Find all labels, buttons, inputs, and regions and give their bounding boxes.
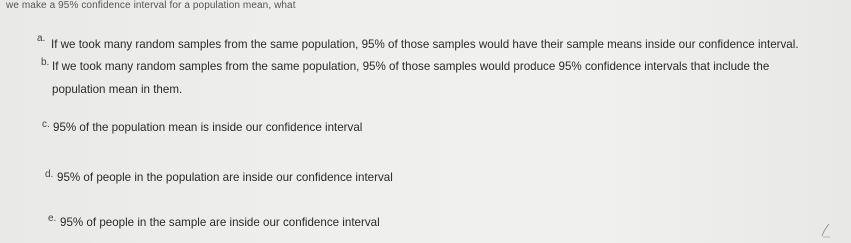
option-text: 95% of people in the population are inside our confidence interval	[57, 171, 393, 184]
option-letter: d.	[45, 169, 54, 180]
question-text: we make a 95% confidence interval for a population mean, what	[6, 0, 296, 11]
option-letter: b.	[41, 57, 50, 68]
option-text: If we took many random samples from the same population, 95% of those samples would have their sample means inside our confidence interval.	[51, 38, 799, 51]
option-text: If we took many random samples from the same population, 95% of those samples would produce 95% confidence intervals that include the	[52, 60, 770, 73]
pencil-mark-icon	[820, 222, 832, 238]
option-letter: a.	[37, 33, 46, 44]
option-text: 95% of the population mean is inside our confidence interval	[53, 121, 363, 134]
option-text-continued: population mean in them.	[52, 83, 183, 96]
option-letter: e.	[48, 213, 57, 224]
option-letter: c.	[42, 119, 50, 130]
option-text: 95% of people in the sample are inside our confidence interval	[60, 216, 380, 229]
